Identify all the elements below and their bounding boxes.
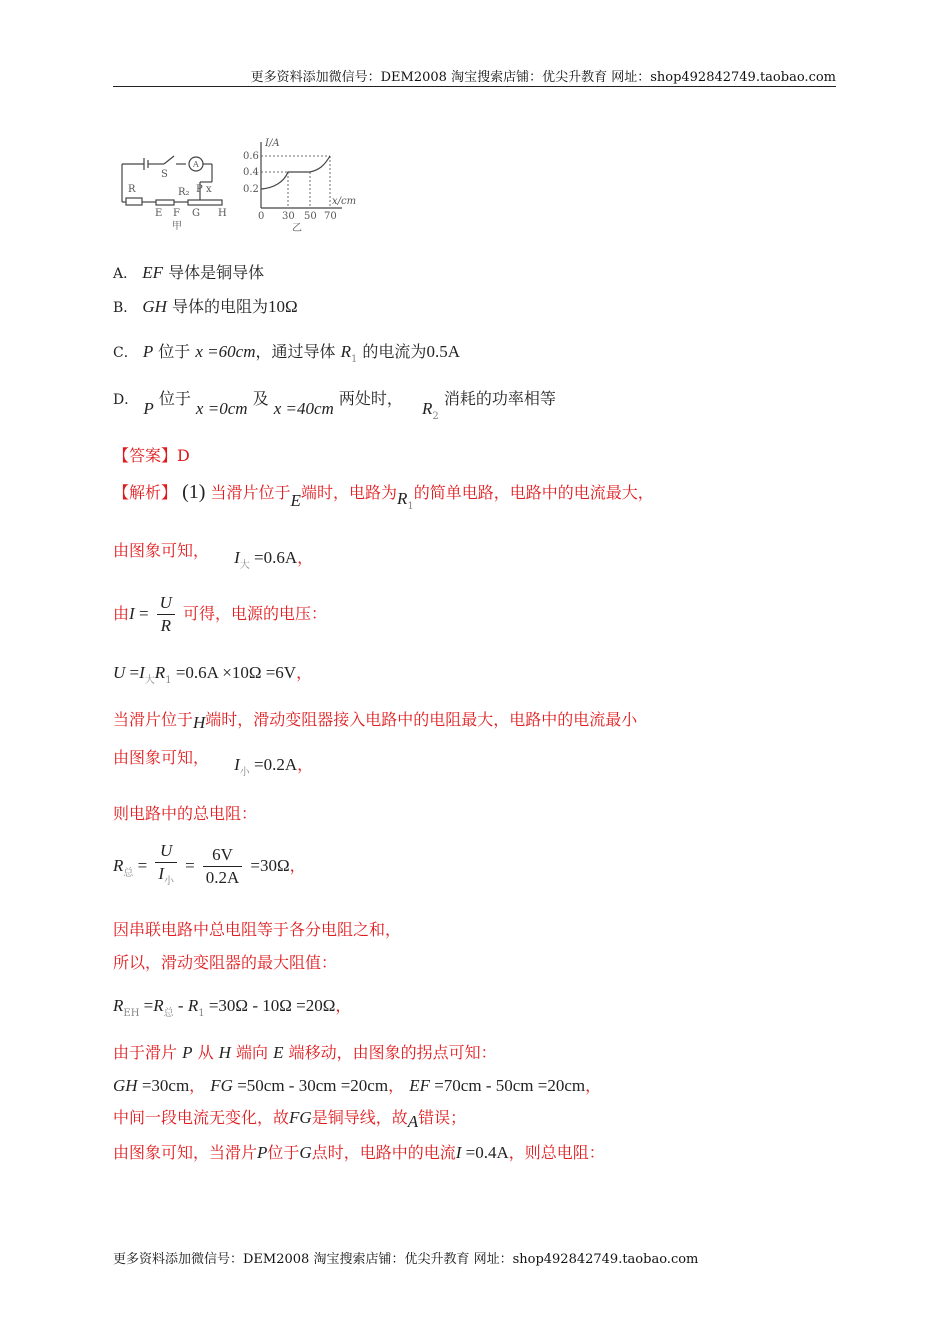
label-slider: P [196,184,203,195]
ytick-0.2: 0.2 [243,184,259,195]
analysis-line-4: $U =I_大R_1 =0.6A \times 10\Omega =6V$， [113,663,313,686]
resistor-r1-symbol [126,198,142,205]
analysis-line-3: 由I = $\frac{U}{R}$ 可得，电源的电压： [113,593,328,635]
xtick-30: 30 [282,211,295,222]
conductor-g-h [188,200,222,205]
page-header: 更多资料添加微信号：DEM2008 淘宝搜索店铺：优尖升教育 网址：shop492842749.taobao.com [250,70,836,85]
xtick-0: 0 [258,211,265,222]
current-curve [261,156,330,189]
option-d: D． P 位于 x =0cm 及 x =40cm 两处时， $R_2$ 消耗的功率相等 [113,389,556,422]
analysis-line-7: 则电路中的总电阻： [113,804,258,823]
label-x: x [206,184,212,195]
conductor-e-f [156,200,174,205]
label-point-g: G [192,208,200,219]
ytick-0.4: 0.4 [243,167,259,178]
analysis-line-1: 【解析】 (1) 当滑片位于E端时，电路为$R_1$的简单电路，电路中的电流最大， [113,481,654,512]
analysis-line-6: 由图象可知， $I_小 =0.2A$， [113,748,314,778]
graph-xlabel: x/cm [332,196,357,207]
circuit-and-graph-figure [114,132,364,240]
label-point-e: E [155,208,163,219]
analysis-line-13: GH =30cm， FG =50cm - 30cm =20cm， EF =70cm - 50cm =20cm， [113,1076,602,1095]
current-graph [261,142,342,208]
option-b: B． GH 导体的电阻为10Ω [113,297,298,316]
label-ammeter: A [193,160,199,169]
header-divider [113,86,836,87]
analysis-line-12: 由于滑片 P 从 H 端向 E 端移动，由图象的拐点可知： [113,1043,497,1062]
label-point-h: H [218,208,227,219]
ytick-0.6: 0.6 [243,151,259,162]
analysis-line-15: 由图象可知，当滑片P位于G点时，电路中的电流I =0.4A，则总电阻： [113,1143,605,1162]
page-footer: 更多资料添加微信号：DEM2008 淘宝搜索店铺：优尖升教育 网址：shop492842749.taobao.com [113,1252,699,1267]
caption-left: 甲 [172,221,182,232]
analysis-line-8: $R_总$ = $\frac{U}{I_小}$ = $\frac{6V}{0.2A}$ =30Ω， [113,841,306,887]
option-c: C． P 位于 x =60cm，通过导体 $R_1$ 的电流为0.5A [113,342,460,365]
caption-right: 乙 [292,223,302,234]
label-point-f: F [173,208,180,219]
xtick-70: 70 [324,211,337,222]
analysis-line-2: 由图象可知， $I_大 =0.6A$， [113,541,314,571]
analysis-line-10: 所以，滑动变阻器的最大阻值： [113,953,338,972]
label-switch: S [161,169,168,180]
analysis-line-5: 当滑片位于H端时，滑动变阻器接入电路中的电阻最大，电路中的电流最小 [113,710,638,732]
analysis-line-11: $R_{EH} =R_总 - R_1 =30\Omega - 10\Omega =20\Omega$， [113,996,352,1019]
circuit-diagram [122,156,222,205]
label-r2: R₂ [178,187,190,198]
option-a: A． EF 导体是铜导体 [113,263,265,282]
analysis-line-9: 因串联电路中总电阻等于各分电阻之和， [113,920,402,939]
xtick-50: 50 [304,211,317,222]
analysis-line-14: 中间一段电流无变化，故FG是铜导线，故A错误； [113,1108,467,1131]
graph-ylabel: I/A [265,138,280,149]
answer-line: 【答案】D [113,446,190,465]
label-r1: R [128,184,136,195]
